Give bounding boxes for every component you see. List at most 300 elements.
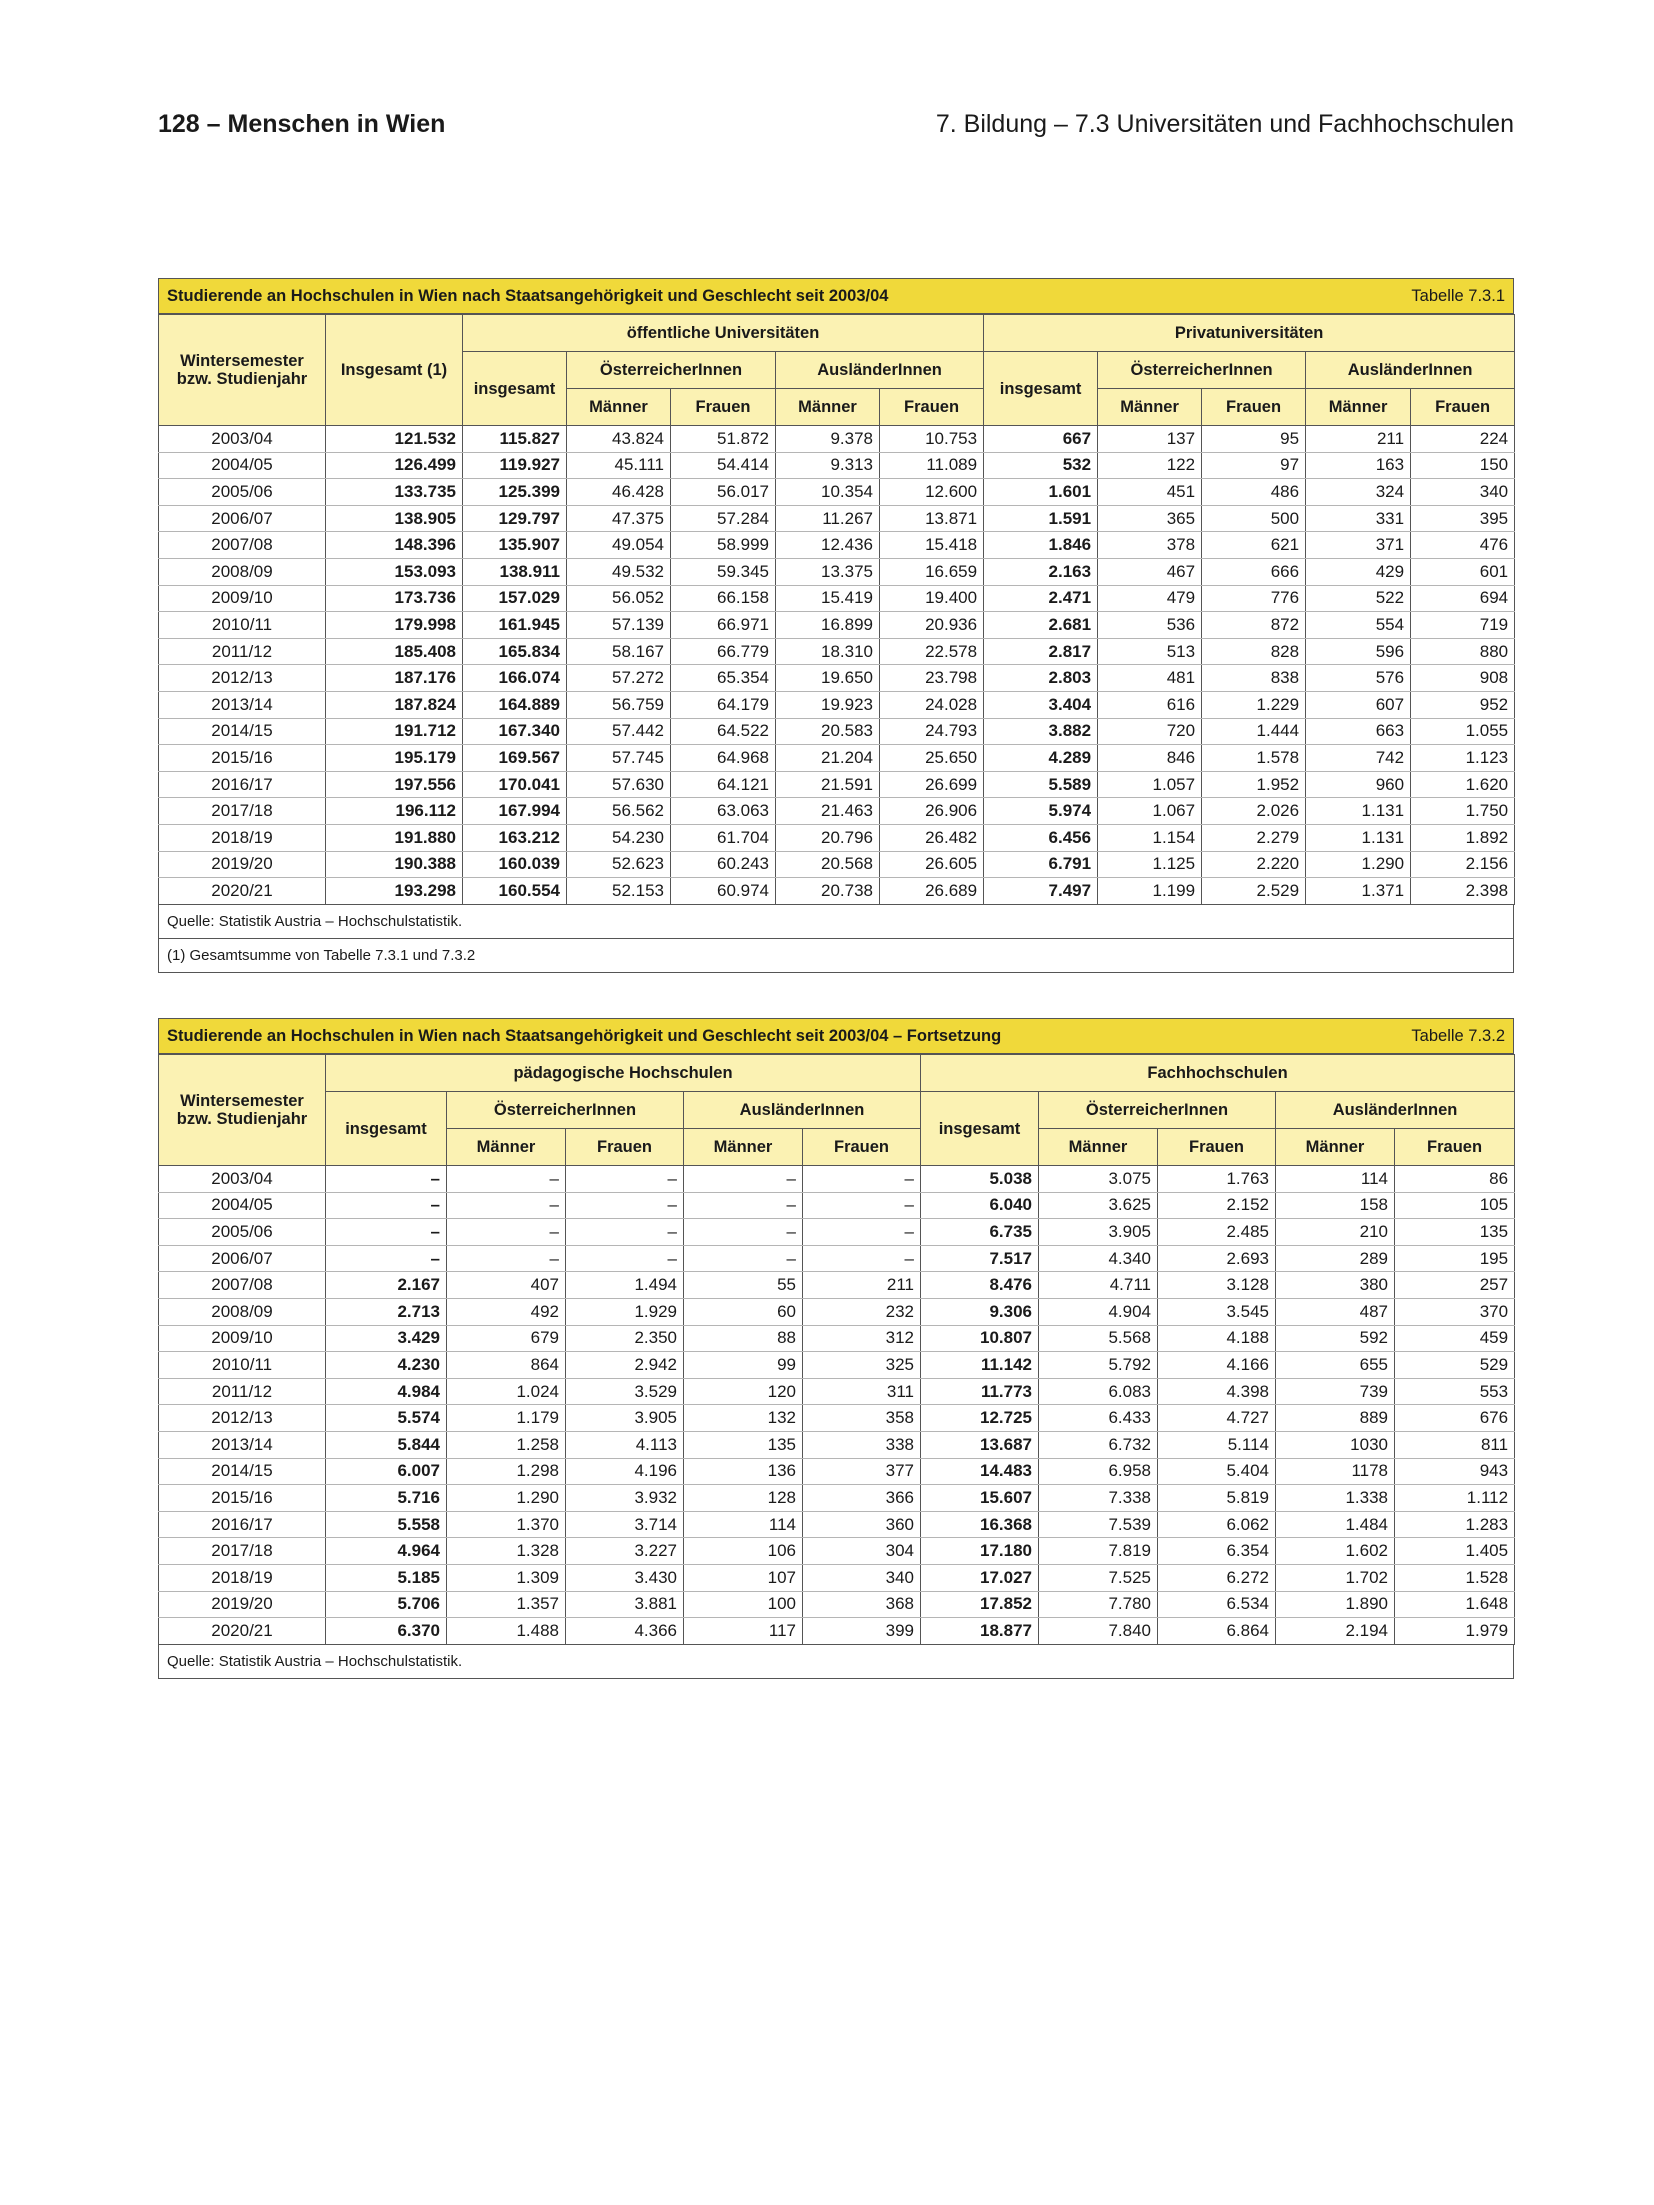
table-cell: 5.974 (984, 798, 1098, 825)
table-cell: 160.554 (463, 878, 567, 905)
table-cell: 2.026 (1202, 798, 1306, 825)
table-cell: 2.156 (1411, 851, 1515, 878)
header-semester: Wintersemester bzw. Studienjahr (159, 1055, 326, 1166)
table-cell: 18.877 (921, 1618, 1039, 1645)
row-label: 2005/06 (159, 1219, 326, 1246)
table-cell: 3.932 (566, 1485, 684, 1512)
row-label: 2010/11 (159, 612, 326, 639)
table-cell: 20.738 (776, 878, 880, 905)
table-cell: 2.471 (984, 585, 1098, 612)
header-insgesamt: insgesamt (463, 352, 567, 426)
table-cell: 576 (1306, 665, 1411, 692)
header-men: Männer (1306, 389, 1411, 426)
row-label: 2004/05 (159, 452, 326, 479)
table-cell: 106 (684, 1538, 803, 1565)
table-cell: 10.354 (776, 479, 880, 506)
header-private-universities: Privatuniversitäten (984, 315, 1515, 352)
table-cell: 24.028 (880, 691, 984, 718)
table-cell: 6.433 (1039, 1405, 1158, 1432)
table-cell: 6.958 (1039, 1458, 1158, 1485)
table-cell: 1.125 (1098, 851, 1202, 878)
table-cell: 1.763 (1158, 1166, 1276, 1193)
table-cell: 8.476 (921, 1272, 1039, 1299)
table-cell: 179.998 (326, 612, 463, 639)
table-cell: 1.283 (1395, 1511, 1515, 1538)
table-cell: 60 (684, 1298, 803, 1325)
table-cell: 3.227 (566, 1538, 684, 1565)
table-cell: 64.968 (671, 745, 776, 772)
table-row (159, 878, 1515, 905)
table-cell: 838 (1202, 665, 1306, 692)
table-cell: 960 (1306, 771, 1411, 798)
table-cell: 121.532 (326, 426, 463, 453)
table-cell: 2.398 (1411, 878, 1515, 905)
header-women: Frauen (803, 1129, 921, 1166)
table-cell: 676 (1395, 1405, 1515, 1432)
table-row (159, 426, 1515, 453)
table-cell: 157.029 (463, 585, 567, 612)
table-cell: 667 (984, 426, 1098, 453)
table-cell: 97 (1202, 452, 1306, 479)
table-cell: 607 (1306, 691, 1411, 718)
table-number: Tabelle 7.3.2 (1411, 1027, 1505, 1045)
row-label: 2008/09 (159, 558, 326, 585)
table-cell: 908 (1411, 665, 1515, 692)
table-cell: 2.942 (566, 1352, 684, 1379)
header-men: Männer (567, 389, 671, 426)
row-label: 2015/16 (159, 745, 326, 772)
table-cell: 100 (684, 1591, 803, 1618)
table-cell: 6.534 (1158, 1591, 1276, 1618)
header-men: Männer (684, 1129, 803, 1166)
table-cell: 1.067 (1098, 798, 1202, 825)
table-row (159, 824, 1515, 851)
table-cell: 522 (1306, 585, 1411, 612)
table-cell: – (803, 1192, 921, 1219)
header-women: Frauen (1395, 1129, 1515, 1166)
table-cell: 13.375 (776, 558, 880, 585)
table-cell: 20.796 (776, 824, 880, 851)
table-cell: 1.620 (1411, 771, 1515, 798)
table-cell: 117 (684, 1618, 803, 1645)
table-cell: 4.398 (1158, 1378, 1276, 1405)
table-cell: 52.153 (567, 878, 671, 905)
table-cell: – (326, 1245, 447, 1272)
table-body (159, 1166, 1515, 1645)
table-cell: 1.298 (447, 1458, 566, 1485)
header-men: Männer (776, 389, 880, 426)
table-cell: 1.370 (447, 1511, 566, 1538)
header-insgesamt: insgesamt (921, 1092, 1039, 1166)
table-cell: 1.258 (447, 1431, 566, 1458)
table-cell: 1.578 (1202, 745, 1306, 772)
table-cell: 11.089 (880, 452, 984, 479)
row-label: 2017/18 (159, 1538, 326, 1565)
table-cell: 58.999 (671, 532, 776, 559)
table-cell: 694 (1411, 585, 1515, 612)
table-cell: 115.827 (463, 426, 567, 453)
table-title-bar (158, 1018, 1514, 1054)
table-cell: 163 (1306, 452, 1411, 479)
table-cell: 1.846 (984, 532, 1098, 559)
table-cell: 3.128 (1158, 1272, 1276, 1299)
table-cell: 621 (1202, 532, 1306, 559)
table-cell: 2.681 (984, 612, 1098, 639)
table-cell: 4.711 (1039, 1272, 1158, 1299)
table-cell: 1.601 (984, 479, 1098, 506)
table-row (159, 1618, 1515, 1645)
table-cell: – (326, 1192, 447, 1219)
table-cell: 133.735 (326, 479, 463, 506)
row-label: 2016/17 (159, 771, 326, 798)
footnote: (1) Gesamtsumme von Tabelle 7.3.1 und 7.3.2 (158, 939, 1514, 973)
table-cell: 190.388 (326, 851, 463, 878)
chapter-title: 7. Bildung – 7.3 Universitäten und Fachhochschulen (935, 110, 1514, 138)
table-cell: 5.792 (1039, 1352, 1158, 1379)
table-cell: 132 (684, 1405, 803, 1432)
table-cell: 26.906 (880, 798, 984, 825)
table-cell: 1.979 (1395, 1618, 1515, 1645)
table-cell: – (684, 1166, 803, 1193)
table-cell: 5.716 (326, 1485, 447, 1512)
table-row (159, 1485, 1515, 1512)
table-row (159, 1352, 1515, 1379)
row-label: 2020/21 (159, 878, 326, 905)
table-cell: 57.745 (567, 745, 671, 772)
table-cell: 49.532 (567, 558, 671, 585)
table-cell: 7.539 (1039, 1511, 1158, 1538)
table-cell: 2.350 (566, 1325, 684, 1352)
table-cell: 169.567 (463, 745, 567, 772)
table-cell: 11.773 (921, 1378, 1039, 1405)
table-cell: 16.659 (880, 558, 984, 585)
table-cell: 17.027 (921, 1564, 1039, 1591)
row-label: 2011/12 (159, 1378, 326, 1405)
header-men: Männer (1039, 1129, 1158, 1166)
table-cell: 120 (684, 1378, 803, 1405)
table-row (159, 585, 1515, 612)
header-women: Frauen (1202, 389, 1306, 426)
table-cell: 56.759 (567, 691, 671, 718)
table-cell: 19.650 (776, 665, 880, 692)
table-cell: 380 (1276, 1272, 1395, 1299)
table-cell: 119.927 (463, 452, 567, 479)
table-cell: 7.338 (1039, 1485, 1158, 1512)
table-cell: 23.798 (880, 665, 984, 692)
table-cell: 191.712 (326, 718, 463, 745)
table-cell: 211 (803, 1272, 921, 1299)
table-cell: 1.494 (566, 1272, 684, 1299)
header-foreigners: AusländerInnen (776, 352, 984, 389)
table-cell: 161.945 (463, 612, 567, 639)
table-cell: 107 (684, 1564, 803, 1591)
header-austrians: ÖsterreicherInnen (567, 352, 776, 389)
row-label: 2013/14 (159, 1431, 326, 1458)
table-cell: 26.699 (880, 771, 984, 798)
table-cell: 2.529 (1202, 878, 1306, 905)
data-table (158, 1054, 1515, 1645)
table-cell: 187.176 (326, 665, 463, 692)
table-cell: 846 (1098, 745, 1202, 772)
table-cell: 15.419 (776, 585, 880, 612)
table-cell: 59.345 (671, 558, 776, 585)
table-cell: 57.630 (567, 771, 671, 798)
table-cell: 325 (803, 1352, 921, 1379)
table-cell: 1030 (1276, 1431, 1395, 1458)
table-row (159, 1431, 1515, 1458)
table-row (159, 798, 1515, 825)
row-label: 2020/21 (159, 1618, 326, 1645)
table-cell: 2.803 (984, 665, 1098, 692)
table-cell: 138.905 (326, 505, 463, 532)
header-public-universities: öffentliche Universitäten (463, 315, 984, 352)
table-row (159, 1245, 1515, 1272)
table-cell: 340 (1411, 479, 1515, 506)
table-cell: 22.578 (880, 638, 984, 665)
table-cell: 185.408 (326, 638, 463, 665)
table-cell: 1.179 (447, 1405, 566, 1432)
header-women: Frauen (566, 1129, 684, 1166)
table-cell: 86 (1395, 1166, 1515, 1193)
table-row (159, 1272, 1515, 1299)
table-cell: 331 (1306, 505, 1411, 532)
table-cell: 195.179 (326, 745, 463, 772)
table-cell: 4.964 (326, 1538, 447, 1565)
table-cell: 6.732 (1039, 1431, 1158, 1458)
header-total: Insgesamt (1) (326, 315, 463, 426)
table-cell: 26.689 (880, 878, 984, 905)
row-label: 2010/11 (159, 1352, 326, 1379)
table-cell: 943 (1395, 1458, 1515, 1485)
row-label: 2009/10 (159, 1325, 326, 1352)
table-cell: 1.892 (1411, 824, 1515, 851)
table-cell: 6.354 (1158, 1538, 1276, 1565)
table-cell: 655 (1276, 1352, 1395, 1379)
table-cell: – (566, 1192, 684, 1219)
table-cell: – (684, 1192, 803, 1219)
table-cell: 378 (1098, 532, 1202, 559)
table-cell: 56.017 (671, 479, 776, 506)
row-label: 2007/08 (159, 1272, 326, 1299)
table-cell: – (566, 1166, 684, 1193)
table-cell: 811 (1395, 1431, 1515, 1458)
table-cell: – (326, 1166, 447, 1193)
header-women: Frauen (671, 389, 776, 426)
table-title: Studierende an Hochschulen in Wien nach Staatsangehörigkeit und Geschlecht seit 2003/04 (167, 287, 889, 305)
table-cell: 54.230 (567, 824, 671, 851)
table-cell: 742 (1306, 745, 1411, 772)
header-men: Männer (1276, 1129, 1395, 1166)
table-cell: 17.852 (921, 1591, 1039, 1618)
table-cell: 136 (684, 1458, 803, 1485)
table-cell: 105 (1395, 1192, 1515, 1219)
table-cell: 5.404 (1158, 1458, 1276, 1485)
table-cell: 9.378 (776, 426, 880, 453)
table-cell: 5.038 (921, 1166, 1039, 1193)
table-cell: 14.483 (921, 1458, 1039, 1485)
table-cell: 4.166 (1158, 1352, 1276, 1379)
table-cell: 377 (803, 1458, 921, 1485)
table-cell: 135 (684, 1431, 803, 1458)
table-cell: – (803, 1219, 921, 1246)
table-cell: 1.371 (1306, 878, 1411, 905)
table-cell: 7.517 (921, 1245, 1039, 1272)
table-cell: 21.463 (776, 798, 880, 825)
table-row (159, 745, 1515, 772)
table-cell: – (684, 1245, 803, 1272)
table-cell: 167.994 (463, 798, 567, 825)
table-cell: 1.952 (1202, 771, 1306, 798)
table-cell: – (684, 1219, 803, 1246)
table-cell: 880 (1411, 638, 1515, 665)
table-cell: 3.905 (566, 1405, 684, 1432)
table-cell: 4.366 (566, 1618, 684, 1645)
table-cell: 3.429 (326, 1325, 447, 1352)
table-cell: 1.591 (984, 505, 1098, 532)
row-label: 2011/12 (159, 638, 326, 665)
table-cell: 158 (1276, 1192, 1395, 1219)
table-cell: 17.180 (921, 1538, 1039, 1565)
table-cell: 193.298 (326, 878, 463, 905)
table-cell: 4.984 (326, 1378, 447, 1405)
table-cell: 481 (1098, 665, 1202, 692)
row-label: 2019/20 (159, 1591, 326, 1618)
table-cell: 4.188 (1158, 1325, 1276, 1352)
table-cell: 4.113 (566, 1431, 684, 1458)
table-cell: 532 (984, 452, 1098, 479)
table-cell: 1.338 (1276, 1485, 1395, 1512)
table-cell: 1.290 (447, 1485, 566, 1512)
table-cell: 1.229 (1202, 691, 1306, 718)
table-cell: 1.057 (1098, 771, 1202, 798)
table-cell: 2.163 (984, 558, 1098, 585)
table-cell: 224 (1411, 426, 1515, 453)
table-cell: 340 (803, 1564, 921, 1591)
table-cell: 7.525 (1039, 1564, 1158, 1591)
table-cell: 165.834 (463, 638, 567, 665)
table-cell: 12.600 (880, 479, 984, 506)
row-label: 2013/14 (159, 691, 326, 718)
table-cell: 25.650 (880, 745, 984, 772)
table-cell: 232 (803, 1298, 921, 1325)
table-cell: 66.779 (671, 638, 776, 665)
row-label: 2007/08 (159, 532, 326, 559)
table-cell: – (566, 1245, 684, 1272)
table-row (159, 1511, 1515, 1538)
table-cell: 47.375 (567, 505, 671, 532)
table-cell: 2.713 (326, 1298, 447, 1325)
table-cell: 486 (1202, 479, 1306, 506)
table-cell: 3.905 (1039, 1219, 1158, 1246)
table-cell: 170.041 (463, 771, 567, 798)
table-cell: 7.780 (1039, 1591, 1158, 1618)
table-cell: 135.907 (463, 532, 567, 559)
table-cell: 5.568 (1039, 1325, 1158, 1352)
table-cell: 56.562 (567, 798, 671, 825)
table-cell: 18.310 (776, 638, 880, 665)
header-insgesamt: insgesamt (326, 1092, 447, 1166)
table-cell: – (447, 1166, 566, 1193)
table-cell: – (566, 1219, 684, 1246)
table-cell: – (447, 1192, 566, 1219)
table-cell: 61.704 (671, 824, 776, 851)
table-cell: 1.405 (1395, 1538, 1515, 1565)
table-row (159, 1405, 1515, 1432)
header-semester: Wintersemester bzw. Studienjahr (159, 315, 326, 426)
table-cell: 15.607 (921, 1485, 1039, 1512)
table-cell: 5.185 (326, 1564, 447, 1591)
row-label: 2016/17 (159, 1511, 326, 1538)
table-cell: 63.063 (671, 798, 776, 825)
row-label: 2012/13 (159, 1405, 326, 1432)
row-label: 2014/15 (159, 1458, 326, 1485)
table-row (159, 1325, 1515, 1352)
table-cell: 616 (1098, 691, 1202, 718)
table-cell: 5.844 (326, 1431, 447, 1458)
table-cell: 1.648 (1395, 1591, 1515, 1618)
table-row (159, 479, 1515, 506)
table-row (159, 1192, 1515, 1219)
table-cell: 6.370 (326, 1618, 447, 1645)
table-cell: 1.357 (447, 1591, 566, 1618)
table-cell: 257 (1395, 1272, 1515, 1299)
table-cell: 553 (1395, 1378, 1515, 1405)
table-cell: 56.052 (567, 585, 671, 612)
header-men: Männer (1098, 389, 1202, 426)
table-cell: 719 (1411, 612, 1515, 639)
table-cell: 5.589 (984, 771, 1098, 798)
table-cell: 529 (1395, 1352, 1515, 1379)
table-cell: 167.340 (463, 718, 567, 745)
table-cell: 137 (1098, 426, 1202, 453)
table-cell: 828 (1202, 638, 1306, 665)
table-cell: 64.179 (671, 691, 776, 718)
table-number: Tabelle 7.3.1 (1411, 287, 1505, 305)
row-label: 2005/06 (159, 479, 326, 506)
table-cell: 952 (1411, 691, 1515, 718)
table-cell: 487 (1276, 1298, 1395, 1325)
table-cell: 554 (1306, 612, 1411, 639)
table-cell: 1.328 (447, 1538, 566, 1565)
table-cell: 365 (1098, 505, 1202, 532)
row-label: 2017/18 (159, 798, 326, 825)
table-title: Studierende an Hochschulen in Wien nach Staatsangehörigkeit und Geschlecht seit 2003/04 – Fortsetzung (167, 1027, 1002, 1045)
table-cell: 16.368 (921, 1511, 1039, 1538)
table-cell: 51.872 (671, 426, 776, 453)
table-cell: 57.284 (671, 505, 776, 532)
table-cell: 459 (1395, 1325, 1515, 1352)
table-cell: 122 (1098, 452, 1202, 479)
table-7-3-1 (158, 278, 1514, 973)
table-cell: 592 (1276, 1325, 1395, 1352)
table-cell: 4.196 (566, 1458, 684, 1485)
table-row (159, 718, 1515, 745)
table-cell: 1.199 (1098, 878, 1202, 905)
table-cell: 43.824 (567, 426, 671, 453)
table-row (159, 1378, 1515, 1405)
table-row (159, 665, 1515, 692)
table-cell: 872 (1202, 612, 1306, 639)
table-cell: – (326, 1219, 447, 1246)
table-cell: 12.436 (776, 532, 880, 559)
table-cell: 60.974 (671, 878, 776, 905)
table-cell: 366 (803, 1485, 921, 1512)
table-cell: 11.267 (776, 505, 880, 532)
table-cell: 1.290 (1306, 851, 1411, 878)
table-cell: 129.797 (463, 505, 567, 532)
table-cell: 55 (684, 1272, 803, 1299)
source-note: Quelle: Statistik Austria – Hochschulstatistik. (158, 905, 1514, 939)
